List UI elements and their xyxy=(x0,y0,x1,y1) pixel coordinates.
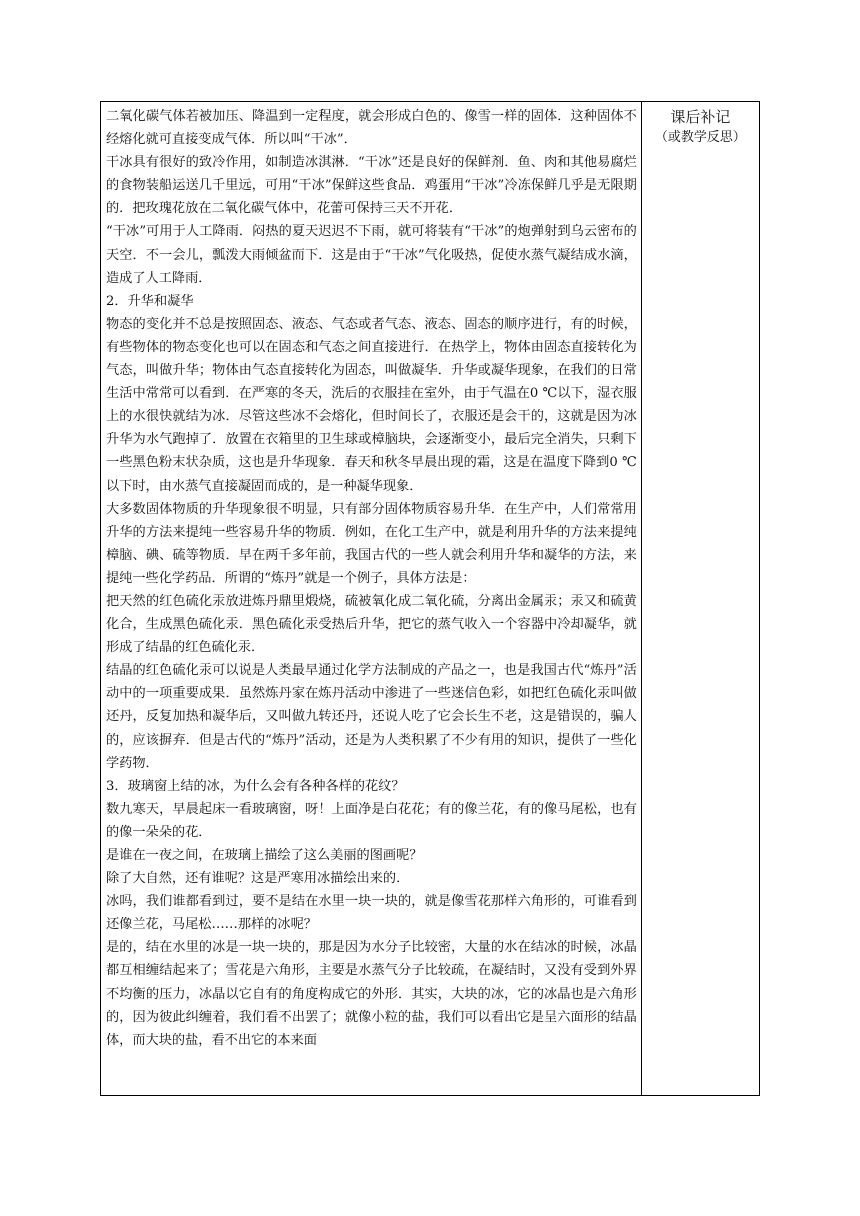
paragraph-who-painted: 是谁在一夜之间，在玻璃上描绘了这么美丽的图画呢？ xyxy=(106,848,423,863)
heading-sublimation: 2．升华和凝华 xyxy=(106,293,194,309)
paragraph-dry-ice-cooling: 干冰具有很好的致冷作用，如制造冰淇淋．“干冰”还是良好的保鲜剂．鱼、肉和其他易腐烂的食物装船运送几千里远，可用“干冰”保鲜这些食品．鸡蛋用“干冰”冷冻保鲜几乎是无限期的．把玫瑰花放在二氧化碳气体中，花蕾可保持三天不开花． xyxy=(106,155,637,217)
paragraph-state-changes: 物态的变化并不总是按照固态、液态、气态或者气态、液态、固态的顺序进行，有的时候，有些物体的物态变化也可以在固态和气态之间直接进行．在热学上，物体由固态直接转化为气态，叫做升华；物体由气态直接转化为固态，叫做凝华．升华或凝华现象，在我们的日常生活中常常可以看到．在严寒的冬天，洗后的衣服挂在室外，由于气温在0 ℃以下，湿衣服上的水很快就结为冰．尽管这些冰不会熔化，但时间长了，衣服还是会干的，这就是因为冰升华为水气跑掉了．放置在衣箱里的卫生球或樟脑块，会逐渐变小，最后完全消失，只剩下一些黑色粉末状杂质，这也是升华现象．春天和秋冬早晨出现的霜，这是在温度下降到0 ℃以下时，由水蒸气直接凝固而成的，是一种凝华现象． xyxy=(106,316,637,494)
paragraph-ice-question: 冰吗，我们谁都看到过，要不是结在水里一块一块的，就是像雪花那样六角形的，可谁看到还像兰花，马尾松……那样的冰呢？ xyxy=(106,894,637,933)
main-content-cell xyxy=(101,102,642,1096)
paragraph-ice-crystals: 是的，结在水里的冰是一块一块的，那是因为水分子比较密，大量的水在结冰的时候，冰晶都互相缠结起来了；雪花是六角形，主要是水蒸气分子比较疏，在凝结时，又没有受到外界不均衡的压力，冰晶以它自有的角度构成它的外形．其实，大块的冰，它的冰晶也是六角形的，因为彼此纠缠着，我们看不出罢了；就像小粒的盐，我们可以看出它是呈六面形的结晶体，而大块的盐，看不出它的本来面 xyxy=(106,940,637,1048)
lesson-row xyxy=(101,102,760,1096)
notes-title: 课后补记 xyxy=(670,108,731,126)
after-class-notes-cell xyxy=(641,102,759,1096)
paragraph-artificial-rain: “干冰”可用于人工降雨．闷热的夏天迟迟不下雨，就可将装有“干冰”的炮弹射到乌云密布的天空．不一会儿，瓢泼大雨倾盆而下．这是由于“干冰”气化吸热，促使水蒸气凝结成水滴，造成了人工降雨． xyxy=(106,224,637,286)
lesson-table xyxy=(100,101,760,1096)
paragraph-dry-ice-definition: 二氧化碳气体若被加压、降温到一定程度，就会形成白色的、像雪一样的固体．这种固体不经熔化就可直接变成气体．所以叫“干冰”． xyxy=(106,109,637,148)
notes-subtitle: （或教学反思） xyxy=(654,130,746,145)
paragraph-window-frost-scene: 数九寒天，早晨起床一看玻璃窗，呀！上面净是白花花；有的像兰花，有的像马尾松，也有的像一朵朵的花． xyxy=(106,801,637,840)
paragraph-alchemy-method: 把天然的红色硫化汞放进炼丹鼎里煅烧，硫被氧化成二氧化硫，分离出金属汞；汞又和硫黄化合，生成黑色硫化汞．黑色硫化汞受热后升华，把它的蒸气收入一个容器中冷却凝华，就形成了结晶的红色硫化汞． xyxy=(106,593,637,656)
paragraph-nature-answer: 除了大自然，还有谁呢？这是严寒用冰描绘出来的． xyxy=(106,871,410,887)
heading-window-frost: 3．玻璃窗上结的冰，为什么会有各种各样的花纹？ xyxy=(106,778,405,794)
paragraph-alchemy-history: 结晶的红色硫化汞可以说是人类最早通过化学方法制成的产品之一，也是我国古代“炼丹”活动中的一项重要成果．虽然炼丹家在炼丹活动中渗进了一些迷信色彩，如把红色硫化汞叫做还丹，反复加热和凝华后，又叫做九转还丹，还说人吃了它会长生不老，这是错误的，骗人的，应该摒弃．但是古代的“炼丹”活动，还是为人类积累了不少有用的知识，提供了一些化学药物． xyxy=(106,663,637,771)
paragraph-purification: 大多数固体物质的升华现象很不明显，只有部分固体物质容易升华．在生产中，人们常常用升华的方法来提纯一些容易升华的物质．例如，在化工生产中，就是利用升华的方法来提纯樟脑、碘、硫等物质．早在两千多年前，我国古代的一些人就会利用升华和凝华的方法，来提纯一些化学药品．所谓的“炼丹”就是一个例子，具体方法是： xyxy=(106,501,637,586)
